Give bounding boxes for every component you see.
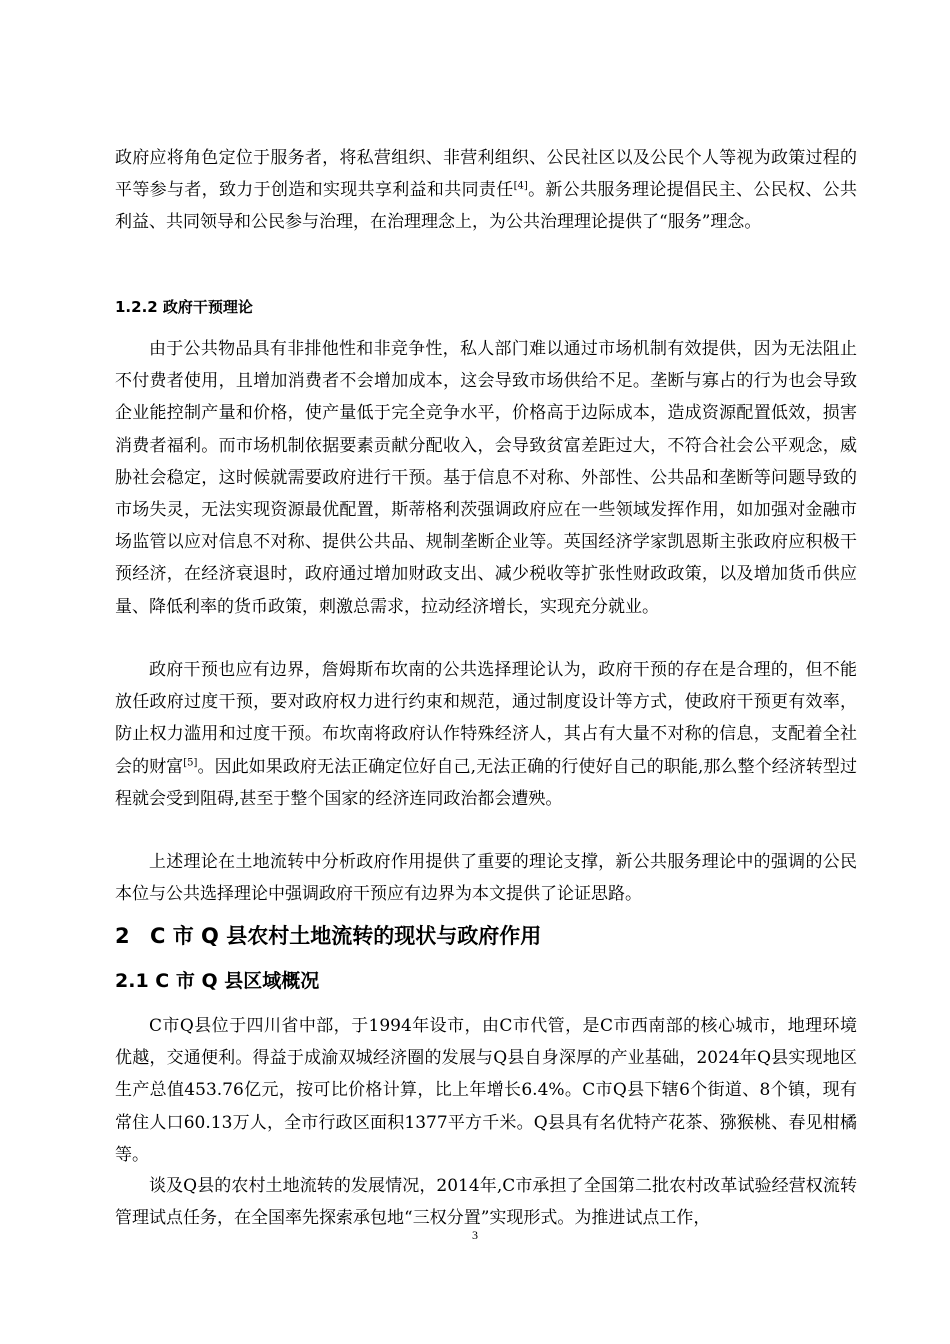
paragraph-text: 政府应将角色定位于服务者，将私营组织、非营利组织、公民社区以及公民个人等视为政策过程的平等参与者，致力于创造和实现共享利益和共同责任 <box>115 148 857 201</box>
paragraph-land-transfer-development: 谈及Q县的农村土地流转的发展情况，2014年,C市承担了全国第二批农村改革试验经营权流转管理试点任务，在全国率先探索承包地“三权分置”实现形式。为推进试点工作， <box>115 1176 857 1229</box>
citation-5: [5] <box>183 756 198 768</box>
paragraph-theory-summary: 上述理论在土地流转中分析政府作用提供了重要的理论支撑，新公共服务理论中的强调的公民本位与公共选择理论中强调政府干预应有边界为本文提供了论证思路。 <box>115 852 857 905</box>
chapter-number: 2 <box>115 924 130 948</box>
page-number: 3 <box>472 1228 478 1242</box>
section-heading-1-2-2: 1.2.2 政府干预理论 <box>115 298 253 316</box>
section-heading-2-1: 2.1 C 市 Q 县区域概况 <box>115 970 320 992</box>
paragraph-market-failure: 由于公共物品具有非排他性和非竞争性，私人部门难以通过市场机制有效提供，因为无法阻止不付费者使用，且增加消费者不会增加成本，这会导致市场供给不足。垄断与寡占的行为也会导致企业能控制产量和价格，使产量低于完全竞争水平，价格高于边际成本，造成资源配置低效，损害消费者福利。而市场机制依据要素贡献分配收入，会导致贫富差距过大，不符合社会公平观念，威胁社会稳定，这时候就需要政府进行干预。基于信息不对称、外部性、公共品和垄断等问题导致的市场失灵，无法实现资源最优配置，斯蒂格利茨强调政府应在一些领域发挥作用，如加强对金融市场监管以应对信息不对称、提供公共品、规制垄断企业等。英国经济学家凯恩斯主张政府应积极干预经济，在经济衰退时，政府通过增加财政支出、减少税收等扩张性财政政策，以及增加货币供应量、降低利率的货币政策，刺激总需求，拉动经济增长，实现充分就业。 <box>115 339 857 617</box>
chapter-heading-2 <box>115 920 541 950</box>
chapter-title: C 市 Q 县农村土地流转的现状与政府作用 <box>150 924 542 948</box>
paragraph-text: 政府干预也应有边界，詹姆斯布坎南的公共选择理论认为，政府干预的存在是合理的，但不能放任政府过度干预，要对政府权力进行约束和规范，通过制度设计等方式，使政府干预更有效率，防止权力滥用和过度干预。布坎南将政府认作特殊经济人，其占有大量不对称的信息，支配着全社会的财富 <box>115 660 857 777</box>
citation-4: [4] <box>513 180 528 192</box>
paragraph-new-public-service-end <box>115 142 857 239</box>
paragraph-region-overview: C市Q县位于四川省中部，于1994年设市，由C市代管，是C市西南部的核心城市，地理环境优越，交通便利。得益于成渝双城经济圈的发展与Q县自身深厚的产业基础，2024年Q县实现地区生产总值453.76亿元，按可比价格计算，比上年增长6.4%。C市Q县下辖6个街道、8个镇，现有常住人口60.13万人，全市行政区面积1377平方千米。Q县具有名优特产花茶、猕猴桃、春见柑橘等。 <box>115 1016 857 1165</box>
paragraph-intervention-boundary <box>115 654 857 815</box>
paragraph-text: 。新公共服务理论提倡民主、公民权、公共利益、共同领导和公民参与治理，在治理理念上，为公共治理理论提供了“服务”理念。 <box>115 180 858 233</box>
paragraph-text: 。因此如果政府无法正确定位好自己,无法正确的行使好自己的职能,那么整个经济转型过程就会受到阻碍,甚至于整个国家的经济连同政治都会遭殃。 <box>115 756 858 809</box>
